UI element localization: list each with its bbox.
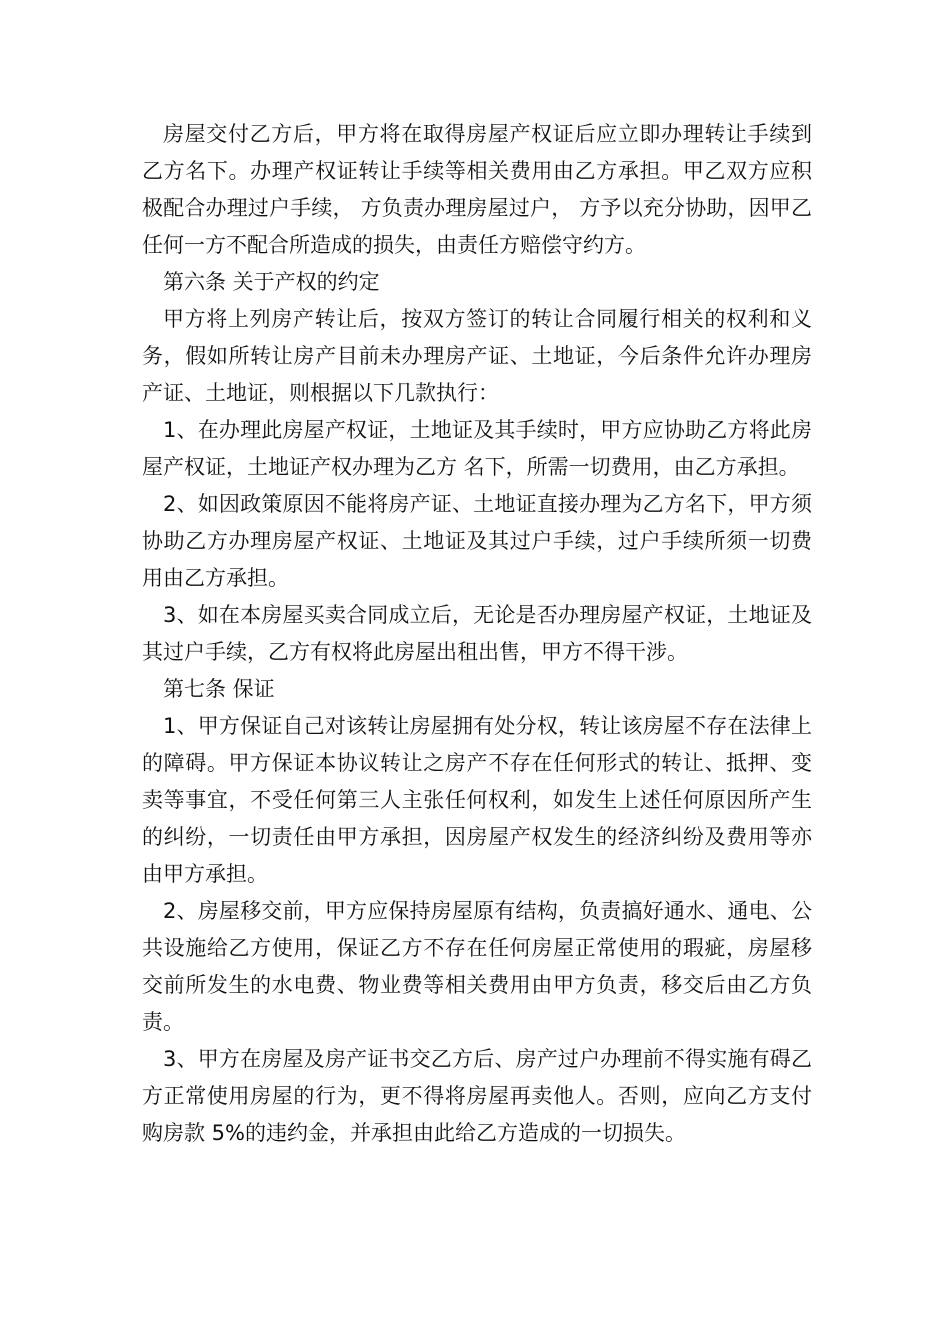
section-heading-article-6: 第六条 关于产权的约定 bbox=[163, 270, 380, 294]
paragraph-article-6-item-3: 3、如在本房屋买卖合同成立后，无论是否办理房屋产权证，土地证及其过户手续，乙方有权将此房屋出租出售，甲方不得干涉。 bbox=[142, 603, 812, 664]
section-heading-article-7: 第七条 保证 bbox=[163, 677, 275, 701]
paragraph-article-7-item-2: 2、房屋移交前，甲方应保持房屋原有结构，负责搞好通水、通电、公共设施给乙方使用，保证乙方不存在任何房屋正常使用的瑕疵，房屋移交前所发生的水电费、物业费等相关费用由甲方负责，移交后由乙方负责。 bbox=[142, 899, 812, 1034]
paragraph-article-6-intro: 甲方将上列房产转让后，按双方签订的转让合同履行相关的权利和义务，假如所转让房产目前未办理房产证、土地证，今后条件允许办理房产证、土地证，则根据以下几款执行： bbox=[142, 307, 812, 405]
paragraph-article-7-item-3: 3、甲方在房屋及房产证书交乙方后、房产过户办理前不得实施有碍乙方正常使用房屋的行为，更不得将房屋再卖他人。否则，应向乙方支付购房款 5%的违约金，并承担由此给乙方造成的一切损失。 bbox=[142, 1047, 812, 1145]
paragraph-article-6-item-1: 1、在办理此房屋产权证，土地证及其手续时，甲方应协助乙方将此房屋产权证，土地证产权办理为乙方 名下，所需一切费用，由乙方承担。 bbox=[142, 418, 812, 479]
paragraph-transfer-procedure: 房屋交付乙方后，甲方将在取得房屋产权证后应立即办理转让手续到乙方名下。办理产权证转让手续等相关费用由乙方承担。甲乙双方应积极配合办理过户手续， 方负责办理房屋过户， 方予以充分协助，因甲乙任何一方不配合所造成的损失，由责任方赔偿守约方。 bbox=[142, 122, 812, 257]
paragraph-article-6-item-2: 2、如因政策原因不能将房产证、土地证直接办理为乙方名下，甲方须协助乙方办理房屋产权证、土地证及其过户手续，过户手续所须一切费用由乙方承担。 bbox=[142, 492, 812, 590]
paragraph-article-7-item-1: 1、甲方保证自己对该转让房屋拥有处分权，转让该房屋不存在法律上的障碍。甲方保证本协议转让之房产不存在任何形式的转让、抵押、变卖等事宜，不受任何第三人主张任何权利，如发生上述任何原因所产生的纠纷，一切责任由甲方承担，因房屋产权发生的经济纠纷及费用等亦由甲方承担。 bbox=[142, 714, 812, 886]
document-body bbox=[142, 116, 812, 1152]
